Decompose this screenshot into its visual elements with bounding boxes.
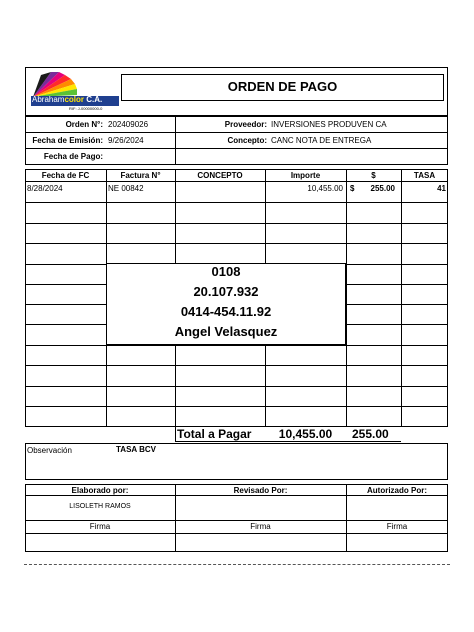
revisado-label: Revisado Por:	[233, 486, 288, 495]
proveedor-label: Proveedor:	[224, 120, 267, 129]
pago-label: Fecha de Pago:	[43, 152, 103, 161]
observacion-box	[25, 443, 448, 480]
emision-value: 9/26/2024	[108, 136, 144, 145]
stamp-line-4: Angel Velasquez	[174, 324, 278, 339]
total-importe: 10,455.00	[278, 427, 333, 441]
row-usd: 255.00	[370, 184, 395, 193]
logo-text-1: Abraham	[32, 95, 65, 104]
total-label: Total a Pagar	[177, 427, 252, 441]
firma-label-1: Firma	[89, 522, 111, 531]
stamp-line-3: 0414-454.11.92	[180, 304, 272, 319]
proveedor-value: INVERSIONES PRODUVEN CA	[271, 120, 387, 129]
row-importe: 10,455.00	[307, 184, 343, 193]
cut-line	[24, 564, 450, 565]
col-header-fecha: Fecha de FC	[41, 171, 90, 180]
emision-label: Fecha de Emisión:	[32, 136, 103, 145]
company-logo	[29, 69, 121, 113]
row-usd-sign: $	[350, 184, 355, 193]
logo-text-3: C.A.	[86, 95, 103, 104]
logo-rif: RIF: J-00000000-0	[69, 106, 103, 111]
stamp-line-2: 20.107.932	[193, 284, 259, 299]
elaborado-label: Elaborado por:	[71, 486, 129, 495]
autorizado-label: Autorizado Por:	[367, 486, 427, 495]
firma-label-3: Firma	[386, 522, 408, 531]
row-fecha: 8/28/2024	[27, 184, 63, 193]
tasa-bcv-label: TASA BCV	[116, 445, 156, 454]
total-usd: 255.00	[352, 427, 389, 441]
page-title: ORDEN DE PAGO	[227, 79, 338, 94]
observacion-label: Observación	[27, 446, 72, 455]
stamp-line-1: 0108	[211, 264, 241, 279]
col-header-tasa: TASA	[413, 171, 436, 180]
row-tasa: 41	[437, 184, 446, 193]
col-header-importe: Importe	[290, 171, 321, 180]
orden-label: Orden N°:	[65, 120, 103, 129]
row-factura: NE 00842	[108, 184, 144, 193]
concepto-value: CANC NOTA DE ENTREGA	[271, 136, 372, 145]
concepto-label: Concepto:	[227, 136, 267, 145]
elaborado-name: LISOLETH RAMOS	[69, 503, 131, 510]
firma-label-2: Firma	[250, 522, 271, 531]
logo-wordmark	[32, 95, 102, 104]
logo-text-2: color	[64, 95, 85, 104]
col-header-usd: $	[371, 171, 376, 180]
col-header-factura: Factura N°	[120, 171, 161, 180]
col-header-concepto: CONCEPTO	[197, 171, 243, 180]
orden-value: 202409026	[108, 120, 149, 129]
